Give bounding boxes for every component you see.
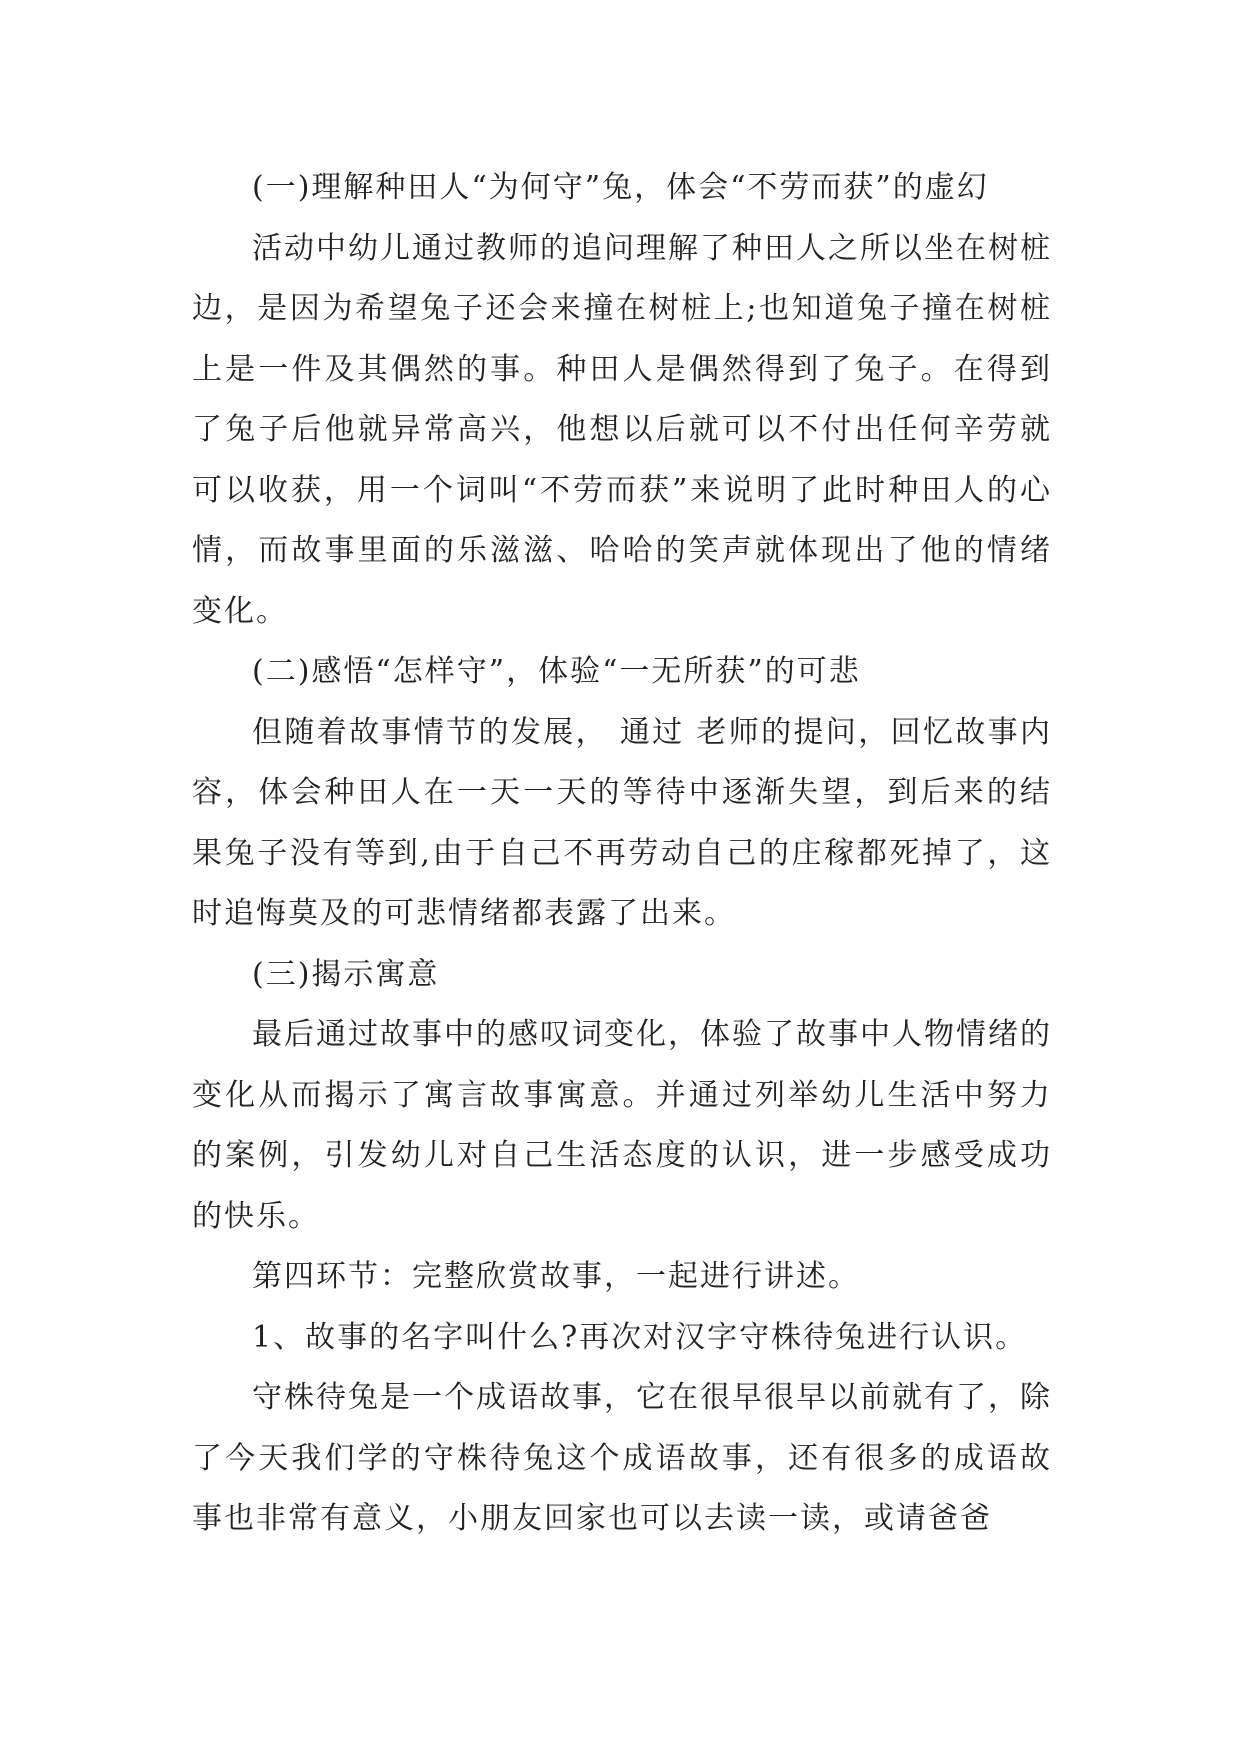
section-heading-2: (二)感悟“怎样守”，体验“一无所获”的可悲 <box>252 654 861 689</box>
paragraph: 最后通过故事中的感叹词变化，体验了故事中人物情绪的变化从而揭示了寓言故事寓意。并通过列举幼儿生活中努力的案例，引发幼儿对自己生活态度的认识，进一步感受成功的快乐。 <box>192 1017 1052 1234</box>
section-heading-3: (三)揭示寓意 <box>252 956 440 992</box>
paragraph: 但随着故事情节的发展， 通过 老师的提问，回忆故事内容，体会种田人在一天一天的等待中逐渐失望，到后来的结果兔子没有等到,由于自己不再劳动自己的庄稼都死掉了，这时追悔莫及的可悲情绪都表露了出来。 <box>192 714 1052 931</box>
list-item: 1、故事的名字叫什么?再次对汉字守株待兔进行认识。 <box>252 1319 1028 1355</box>
paragraph: 守株待兔是一个成语故事，它在很早很早以前就有了，除了今天我们学的守株待兔这个成语故事，还有很多的成语故事也非常有意义，小朋友回家也可以去读一读，或请爸爸 <box>192 1380 1052 1536</box>
step-heading: 第四环节：完整欣赏故事，一起进行讲述。 <box>252 1259 860 1294</box>
section-heading-1: (一)理解种田人“为何守”兔，体会“不劳而获”的虚幻 <box>252 170 989 205</box>
document-body <box>192 158 1052 1550</box>
paragraph: 活动中幼儿通过教师的追问理解了种田人之所以坐在树桩边，是因为希望兔子还会来撞在树桩上;也知道兔子撞在树桩上是一件及其偶然的事。种田人是偶然得到了兔子。在得到了兔子后他就异常高兴，他想以后就可以不付出任何辛劳就可以收获，用一个词叫“不劳而获”来说明了此时种田人的心情，而故事里面的乐滋滋、哈哈的笑声就体现出了他的情绪变化。 <box>192 230 1052 629</box>
